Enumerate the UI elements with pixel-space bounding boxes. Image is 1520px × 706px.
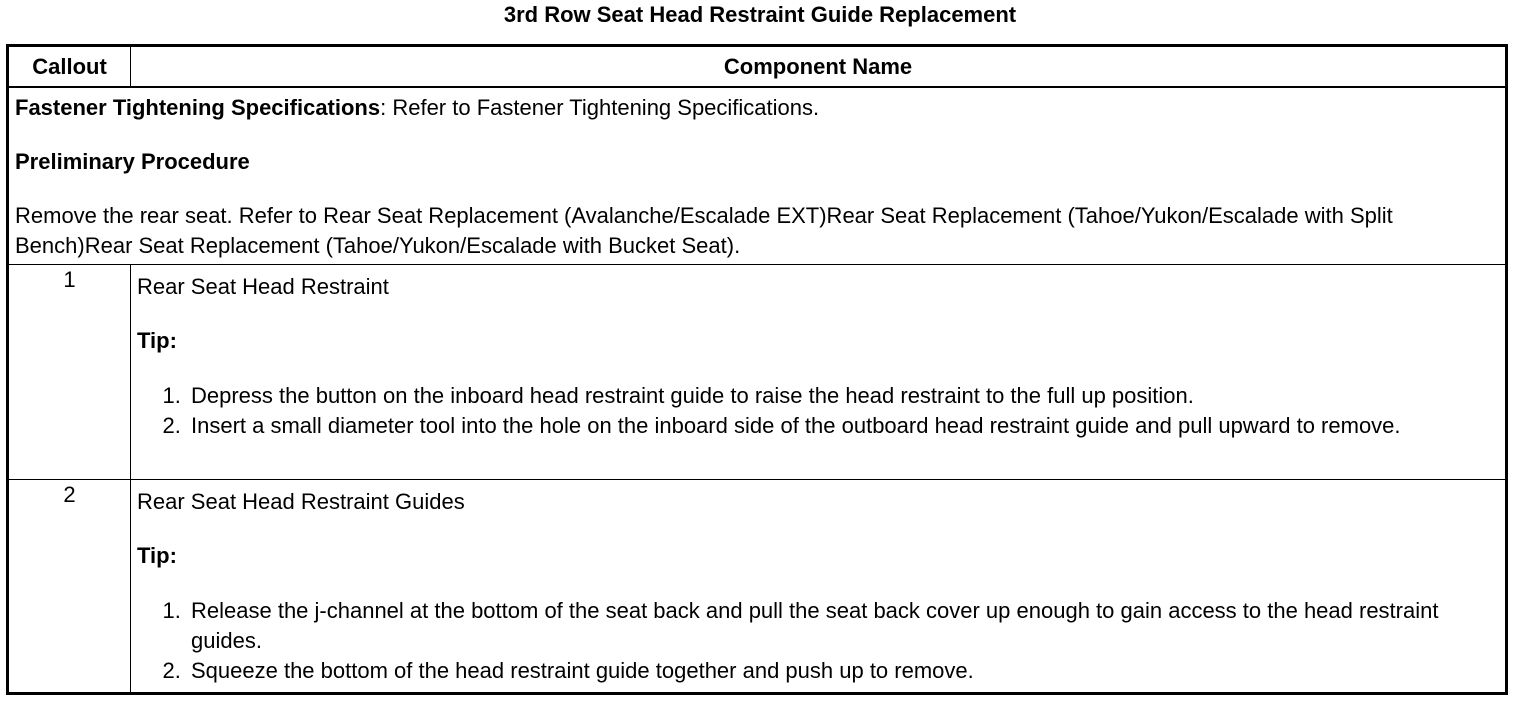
component-name-header: Component Name — [131, 46, 1507, 88]
procedure-table — [6, 44, 1508, 695]
step-list — [137, 596, 1499, 686]
component-cell — [131, 480, 1507, 694]
preliminary-procedure-text: Remove the rear seat. Refer to Rear Seat Replacement (Avalanche/Escalade EXT)Rear Seat Replacement (Tahoe/Yukon/Escalade with Split Bench)Rear Seat Replacement (Tahoe/Yukon/Escalade with Bucket Seat). — [15, 203, 1393, 258]
callout-header: Callout — [8, 46, 131, 88]
preliminary-procedure-heading: Preliminary Procedure — [15, 149, 250, 174]
header-row — [8, 46, 1507, 88]
fastener-spec-text: : Refer to Fastener Tightening Specifications. — [380, 95, 820, 120]
component-cell — [131, 265, 1507, 480]
step-item: 2. Insert a small diameter tool into the hole on the inboard side of the outboard head restraint guide and pull upward to remove. — [187, 411, 1499, 441]
intro-row — [8, 87, 1507, 265]
fastener-spec-line — [15, 88, 1499, 123]
callout-number: 1 — [8, 265, 131, 480]
table-row — [8, 480, 1507, 694]
step-item: 1. Depress the button on the inboard head restraint guide to raise the head restraint to the full up position. — [187, 381, 1499, 411]
component-name: Rear Seat Head Restraint — [137, 274, 389, 299]
tip-label: Tip: — [137, 543, 177, 568]
step-item: 1. Release the j-channel at the bottom of the seat back and pull the seat back cover up enough to gain access to the head restraint guides. — [187, 596, 1499, 656]
table-row — [8, 265, 1507, 480]
page-title: 3rd Row Seat Head Restraint Guide Replacement — [503, 2, 1017, 27]
fastener-spec-label: Fastener Tightening Specifications — [15, 95, 381, 120]
step-item: 2. Squeeze the bottom of the head restraint guide together and push up to remove. — [187, 656, 1499, 686]
component-name: Rear Seat Head Restraint Guides — [137, 489, 465, 514]
intro-cell — [8, 87, 1507, 265]
callout-number: 2 — [8, 480, 131, 694]
tip-label: Tip: — [137, 328, 177, 353]
step-list — [137, 381, 1499, 441]
